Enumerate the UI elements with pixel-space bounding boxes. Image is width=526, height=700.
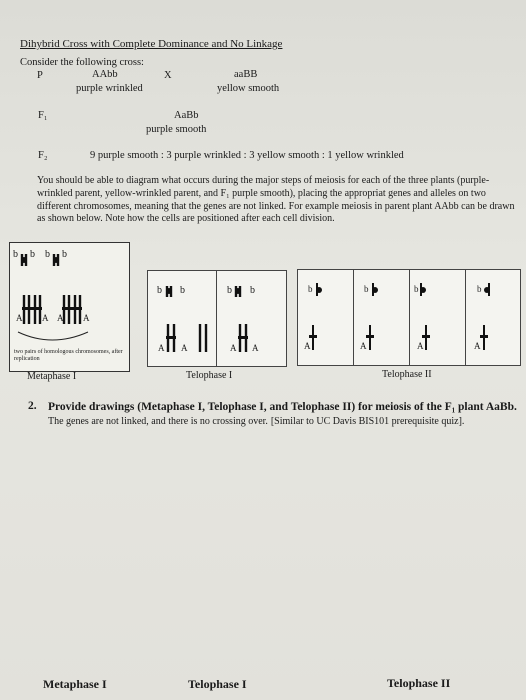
homolog-note: two pairs of homologous chromosomes, after replication	[14, 349, 123, 362]
question-text	[48, 400, 520, 429]
telophase2-label: Telophase II	[382, 369, 432, 380]
allele-b: b	[180, 285, 185, 296]
allele-a: A	[57, 313, 64, 323]
allele-a: A	[252, 343, 259, 353]
f1-genotype: AaBb	[174, 110, 199, 121]
parent2-genotype: aaBB	[234, 69, 258, 80]
allele-b: b	[308, 284, 313, 294]
allele-a: A	[230, 343, 237, 353]
allele-a: A	[474, 341, 481, 351]
cross-symbol: X	[164, 70, 172, 81]
allele-b: b	[477, 284, 482, 294]
allele-a: A	[181, 343, 188, 353]
allele-b: b	[62, 249, 67, 260]
answer-metaphase-label: Metaphase I	[43, 677, 107, 691]
allele-a: A	[304, 341, 311, 351]
question-number: 2.	[28, 400, 37, 412]
allele-b: b	[414, 284, 419, 294]
f1-phenotype: purple smooth	[146, 124, 207, 135]
p-label: P	[37, 70, 43, 81]
instructions-paragraph: You should be able to diagram what occurs during the major steps of meiosis for each of the three plants (purple-wrinkled parent, yellow-wrinkled parent, and F₁ purple smooth), placing the appropriat genes and alleles on two different chromosomes, meaning that the genes are not linked. For example meiosis in parent plant AAbb can be drawn as shown below. Note how the cells are positioned after each cell division.	[37, 175, 515, 225]
answer-telophase2-label: Telophase II	[387, 676, 451, 690]
allele-b: b	[13, 249, 18, 260]
question-note: [Similar to UC Davis BIS101 prerequisite quiz].	[270, 416, 465, 428]
allele-b: b	[157, 285, 162, 296]
allele-b: b	[45, 249, 50, 260]
parent1-phenotype: purple wrinkled	[76, 83, 143, 94]
allele-b: b	[250, 285, 255, 296]
f1-label: F₁	[38, 110, 48, 121]
allele-a: A	[16, 313, 23, 323]
answer-telophase1-label: Telophase I	[188, 677, 247, 691]
allele-a: A	[42, 313, 49, 323]
f2-ratio: 9 purple smooth : 3 purple wrinkled : 3 yellow smooth : 1 yellow wrinkled	[90, 150, 404, 161]
allele-b: b	[364, 284, 369, 294]
allele-a: A	[360, 341, 367, 351]
allele-b: b	[30, 249, 35, 260]
parent2-phenotype: yellow smooth	[217, 83, 280, 94]
question-normal: The genes are not linked, and there is no crossing over.	[48, 416, 268, 428]
f2-label: F₂	[38, 150, 48, 161]
telophase1-label: Telophase I	[186, 370, 233, 381]
allele-a: A	[158, 343, 165, 353]
consider-text: Consider the following cross:	[20, 57, 144, 68]
allele-a: A	[417, 341, 424, 351]
allele-b: b	[227, 285, 232, 296]
question-bold: Provide drawings (Metaphase I, Telophase I, and Telophase II) for meiosis of the F₁ plant AaBb.	[48, 401, 517, 413]
metaphase-label: Metaphase I	[27, 371, 77, 382]
page-title: Dihybrid Cross with Complete Dominance and No Linkage	[20, 38, 283, 50]
allele-a: A	[83, 313, 90, 323]
parent1-genotype: AAbb	[92, 69, 118, 80]
